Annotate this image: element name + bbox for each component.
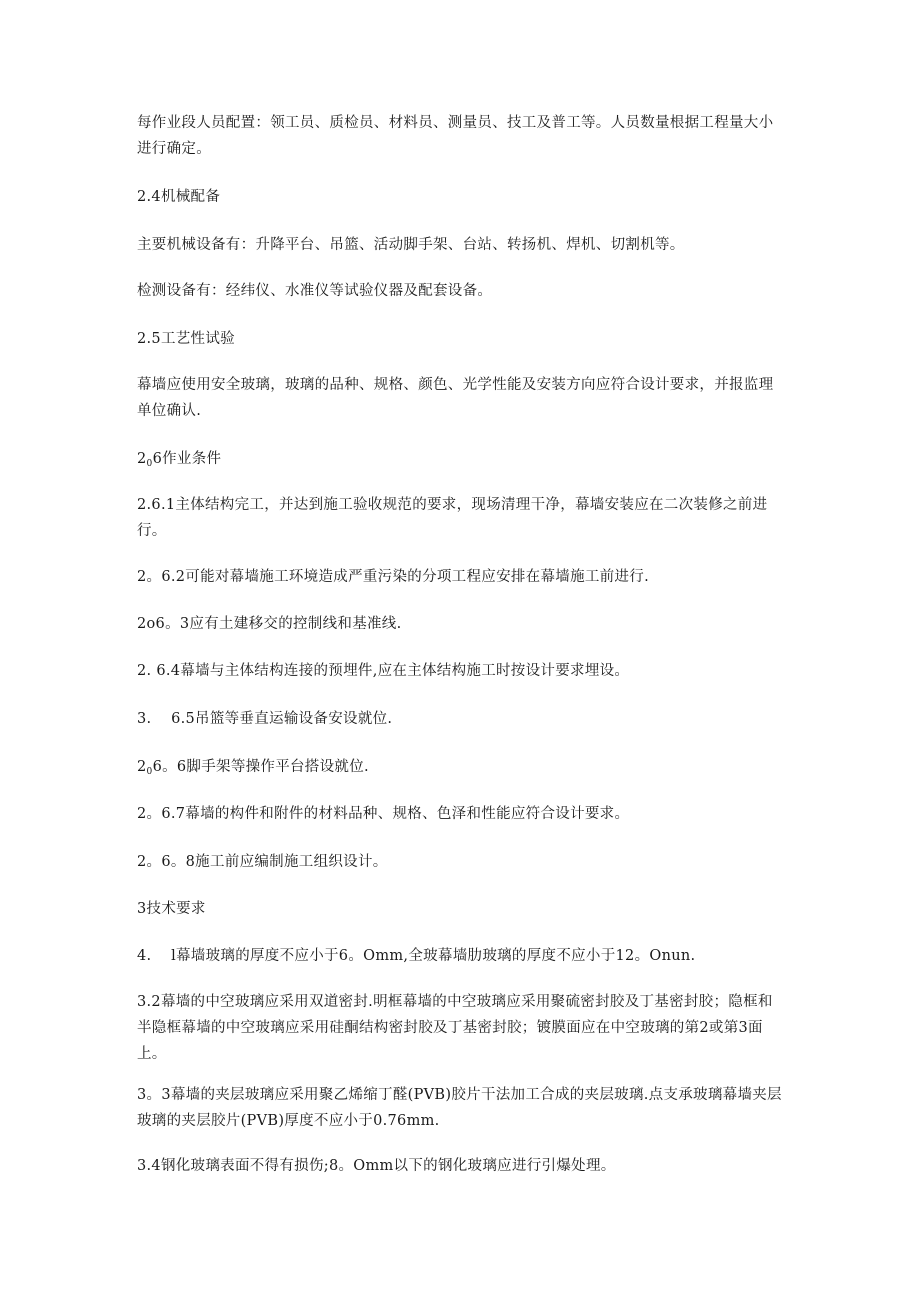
item-2-6-1: 2.6.1主体结构完工，并达到施工验收规范的要求，现场清理干净，幕墙安装应在二次装修之前进行。 (137, 497, 768, 539)
item-2-6-6 (137, 754, 782, 785)
testing-equipment-paragraph: 检测设备有：经纬仪、水准仪等试验仪器及配套设备。 (137, 283, 493, 299)
item-2-6-4: 2. 6.4幕墙与主体结构连接的预埋件,应在主体结构施工时按设计要求埋设。 (137, 663, 630, 679)
safety-glass-paragraph: 幕墙应使用安全玻璃，玻璃的品种、规格、颜色、光学性能及安装方向应符合设计要求，并报监理单位确认. (137, 377, 774, 419)
section-3-heading: 3技术要求 (137, 901, 206, 917)
item-2-6-2: 2。6.2可能对幕墙施工环境造成严重污染的分项工程应安排在幕墙施工前进行. (137, 569, 649, 585)
item-2-6-5: 3. 6.5吊篮等垂直运输设备安设就位. (137, 711, 393, 727)
main-equipment-paragraph: 主要机械设备有：升降平台、吊篮、活动脚手架、台站、转扬机、焊机、切割机等。 (137, 237, 685, 253)
section-2-6-heading (137, 446, 782, 477)
item-2-6-3: 2o6。3应有土建移交的控制线和基准线. (137, 616, 402, 632)
heading-2-6-post: 6作业条件 (152, 451, 222, 467)
item-2-6-7: 2。6.7幕墙的构件和附件的材料品种、规格、色泽和性能应符合设计要求。 (137, 806, 630, 822)
item-2-6-8: 2。6。8施工前应编制施工组织设计。 (137, 854, 388, 870)
item-3-3: 3。3幕墙的夹层玻璃应采用聚乙烯缩丁醛(PVB)胶片干法加工合成的夹层玻璃.点支承玻璃幕墙夹层玻璃的夹层胶片(PVB)厚度不应小于0.76mm. (137, 1087, 782, 1129)
staffing-paragraph: 每作业段人员配置：领工员、质检员、材料员、测量员、技工及普工等。人员数量根据工程量大小进行确定。 (137, 115, 774, 157)
item-3-4: 3.4钢化玻璃表面不得有损伤;8。Omm以下的钢化玻璃应进行引爆处理。 (137, 1158, 616, 1174)
item-3-1: 4. l幕墙玻璃的厚度不应小于6。Omm,全玻幕墙肋玻璃的厚度不应小于12。Onun. (137, 948, 696, 964)
item-3-2: 3.2幕墙的中空玻璃应采用双道密封.明框幕墙的中空玻璃应采用聚硫密封胶及丁基密封胶；隐框和半隐框幕墙的中空玻璃应采用硅酮结构密封胶及丁基密封胶；镀膜面应在中空玻璃的第2或第3面上。 (137, 994, 773, 1062)
item-2-6-6-pre: 2 (137, 759, 147, 775)
item-2-6-6-post: 6。6脚手架等操作平台搭设就位. (152, 759, 369, 775)
item-2-6-6-sub: 0 (146, 767, 153, 777)
section-2-4-heading: 2.4机械配备 (137, 189, 221, 205)
section-2-5-heading: 2.5工艺性试验 (137, 331, 235, 347)
heading-2-6-sub: 0 (146, 459, 153, 469)
heading-2-6-pre: 2 (137, 451, 147, 467)
